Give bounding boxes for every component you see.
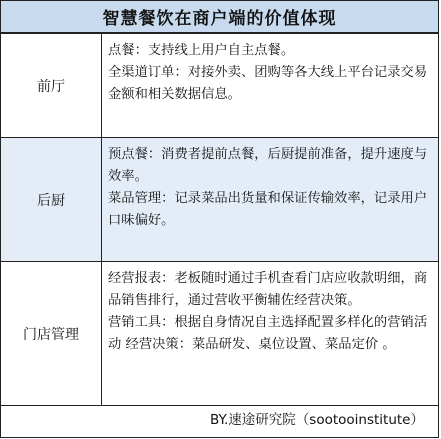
description-cell-store-management <box>102 262 439 406</box>
description-cell-front-hall <box>102 34 439 138</box>
description-line: 经营报表：老板随时通过手机查看门店应收款明细，商品销售排行，通过营收平衡辅佐经营决策。 <box>108 271 428 308</box>
description-line: 菜品管理：记录菜品出货量和保证传输效率，记录用户口味偏好。 <box>108 191 428 228</box>
table-row-store-management <box>1 262 439 406</box>
source-credit: BY.速途研究院（sootooinstitute） <box>0 405 439 438</box>
category-cell-store-management: 门店管理 <box>1 262 102 406</box>
description-line: 营销工具：根据自身情况自主选择配置多样化的营销活动 经营决策：菜品研发、桌位设置、菜品定价 。 <box>108 315 428 352</box>
value-table <box>0 33 439 406</box>
description-line: 预点餐：消费者提前点餐，后厨提前准备，提升速度与效率。 <box>108 147 428 184</box>
table-row-kitchen <box>1 138 439 262</box>
table-row-front-hall <box>1 34 439 138</box>
title-bar <box>0 0 439 33</box>
description-cell-kitchen <box>102 138 439 262</box>
description-line: 全渠道订单：对接外卖、团购等各大线上平台记录交易金额和相关数据信息。 <box>108 65 428 102</box>
table-title: 智慧餐饮在商户端的价值体现 <box>102 9 337 29</box>
category-cell-front-hall: 前厅 <box>1 34 102 138</box>
category-cell-kitchen: 后厨 <box>1 138 102 262</box>
description-line: 点餐：支持线上用户自主点餐。 <box>108 43 295 58</box>
